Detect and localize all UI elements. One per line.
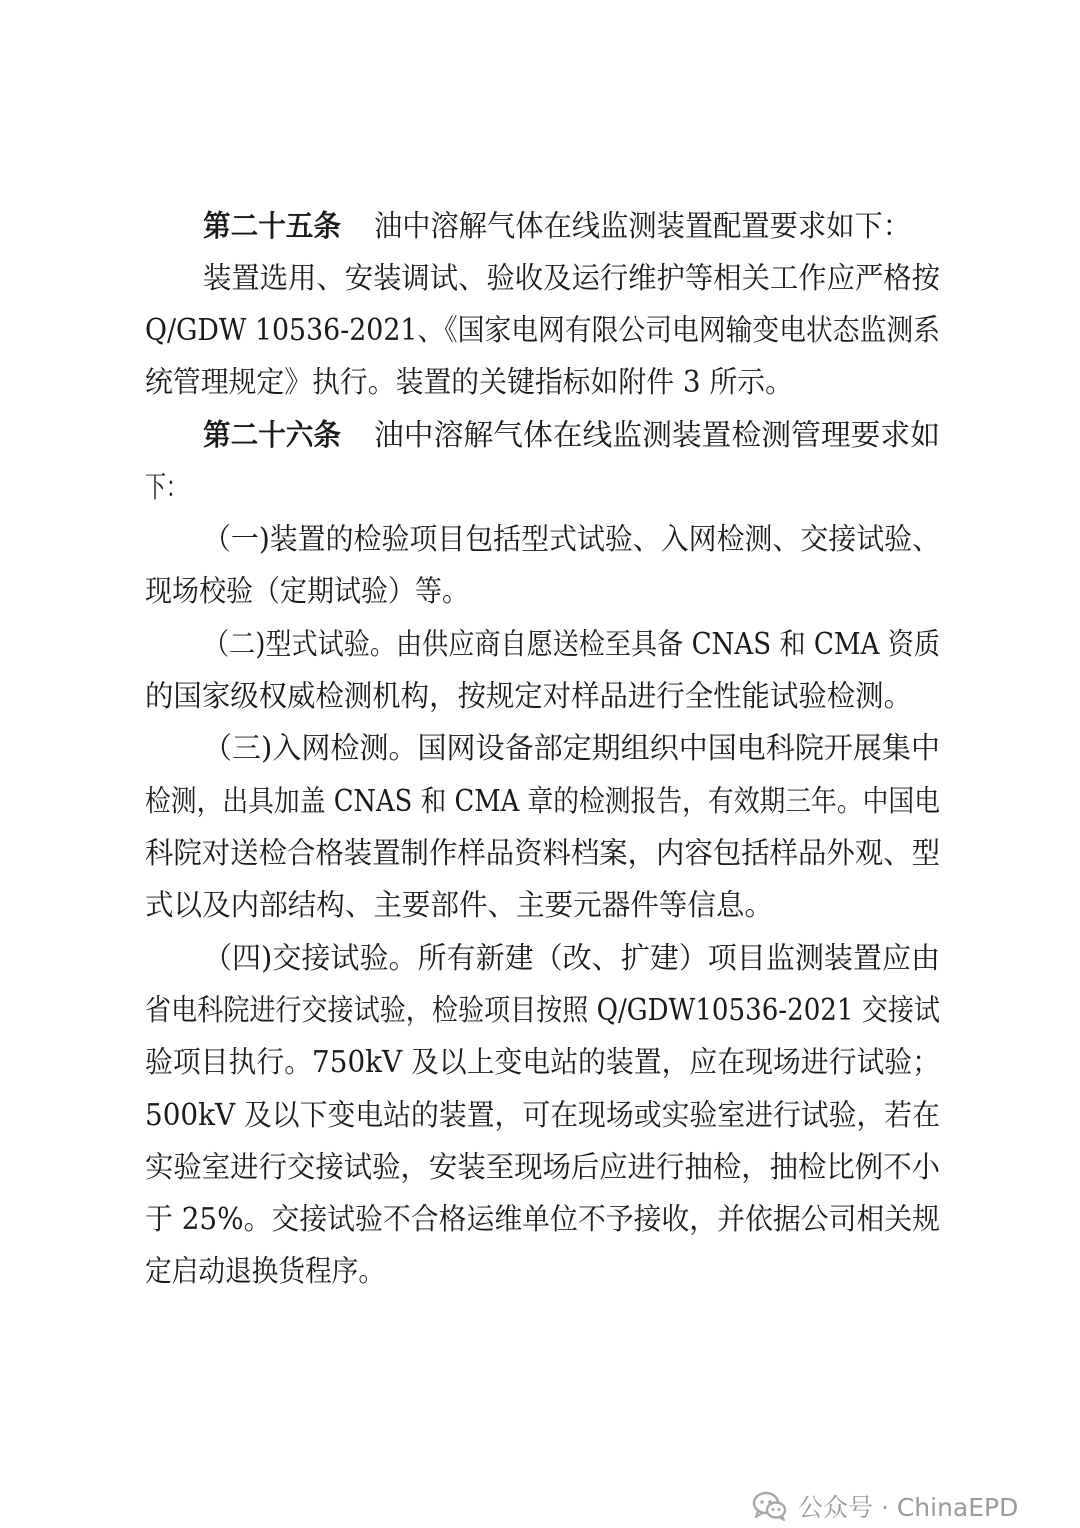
article-25-line-2 xyxy=(0,252,1080,304)
item-1-line-2 xyxy=(0,565,1080,617)
item-4-text: 500kV 及以下变电站的装置，可在现场或实验室进行试验，若在 xyxy=(145,1098,940,1132)
item-1-text: 现场校验（定期试验）等。 xyxy=(145,574,469,608)
article-25-line-1 xyxy=(0,200,1080,252)
item-1-text: （一)装置的检验项目包括型式试验、入网检测、交接试验、 xyxy=(203,522,940,556)
item-3-line-4 xyxy=(0,879,1080,931)
item-3-text: 检测，出具加盖 CNAS 和 CMA 章的检测报告，有效期三年。中国电 xyxy=(145,784,940,818)
item-4-line-4 xyxy=(0,1089,1080,1141)
item-4-text: 省电科院进行交接试验，检验项目按照 Q/GDW10536-2021 交接试 xyxy=(145,993,940,1027)
article-25-heading: 第二十五条 xyxy=(203,208,341,243)
item-2-line-2 xyxy=(0,670,1080,722)
article-25-line-4 xyxy=(0,356,1080,408)
article-25-text: 统管理规定》执行。装置的关键指标如附件 3 所示。 xyxy=(145,365,793,399)
item-4-line-3 xyxy=(0,1036,1080,1088)
item-2-line-1 xyxy=(0,618,1080,670)
item-4-line-6 xyxy=(0,1193,1080,1245)
article-26-text: 下： xyxy=(145,470,187,504)
article-26-heading: 第二十六条 xyxy=(203,417,341,452)
item-4-text: 验项目执行。750kV 及以上变电站的装置，应在现场进行试验； xyxy=(145,1045,940,1079)
wechat-icon xyxy=(752,1491,788,1521)
item-4-line-7 xyxy=(0,1245,1080,1297)
item-3-text: 科院对送检合格装置制作样品资料档案，内容包括样品外观、型 xyxy=(145,836,940,870)
article-25-line-3 xyxy=(0,304,1080,356)
item-2-text: 的国家级权威检测机构，按规定对样品进行全性能试验检测。 xyxy=(145,679,912,713)
item-4-text: 实验室进行交接试验，安装至现场后应进行抽检，抽检比例不小 xyxy=(145,1150,940,1184)
item-1-line-1 xyxy=(0,513,1080,565)
item-4-text: （四)交接试验。所有新建（改、扩建）项目监测装置应由 xyxy=(203,941,940,975)
article-26-line-2 xyxy=(0,461,1080,513)
article-25-text: 装置选用、安装调试、验收及运行维护等相关工作应严格按 xyxy=(203,261,940,295)
item-4-text: 定启动退换货程序。 xyxy=(145,1254,385,1288)
watermark-text: 公众号 · ChinaEPD xyxy=(798,1493,1019,1522)
item-3-text: 式以及内部结构、主要部件、主要元器件等信息。 xyxy=(145,888,773,922)
item-4-line-2 xyxy=(0,984,1080,1036)
article-26-line-1 xyxy=(0,409,1080,461)
item-4-line-5 xyxy=(0,1141,1080,1193)
item-4-line-1 xyxy=(0,932,1080,984)
article-26-text: 油中溶解气体在线监测装置检测管理要求如 xyxy=(374,418,940,452)
item-4-text: 于 25%。交接试验不合格运维单位不予接收，并依据公司相关规 xyxy=(145,1202,940,1236)
item-3-line-2 xyxy=(0,775,1080,827)
item-2-text: （二)型式试验。由供应商自愿送检至具备 CNAS 和 CMA 资质 xyxy=(203,627,940,661)
item-3-line-1 xyxy=(0,722,1080,774)
item-3-text: （三)入网检测。国网设备部定期组织中国电科院开展集中 xyxy=(203,731,940,765)
article-25-text: Q/GDW 10536-2021、《国家电网有限公司电网输变电状态监测系 xyxy=(145,313,940,347)
item-3-line-3 xyxy=(0,827,1080,879)
watermark xyxy=(752,1484,1018,1528)
article-25-text: 油中溶解气体在线监测装置配置要求如下： xyxy=(374,209,911,243)
